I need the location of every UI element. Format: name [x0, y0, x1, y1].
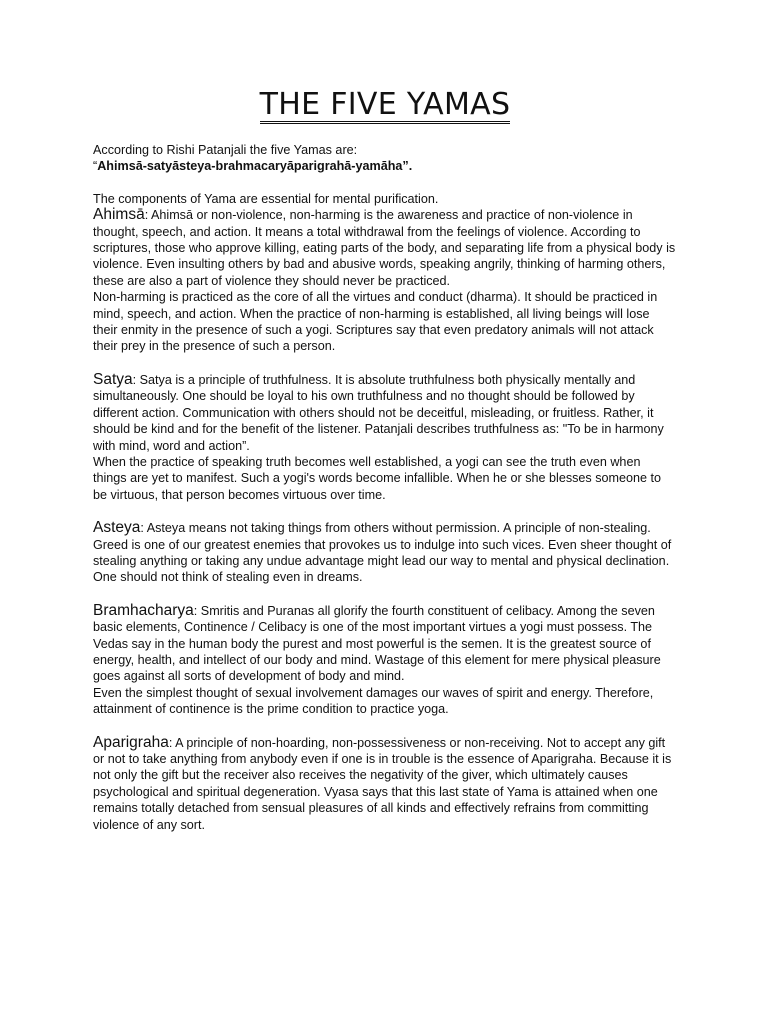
- mantra-quote-close: ”.: [402, 159, 413, 174]
- section-bramhacharya: [93, 603, 677, 718]
- section-satya-text-1: : Satya is a principle of truthfulness. It is absolute truthfulness both physically mentally and simultaneously. One should be loyal to his own truthfulness and no thought should be followed by different action. Communication with others should not be deceitful, misleading, or fruitless. Rather, it should be kind and for the benefit of the listener. Patanjali describes truthfulness as: "To be in harmony with mind, word and action”.: [93, 372, 664, 453]
- section-asteya-term: Asteya: [93, 519, 141, 537]
- section-aparigraha-para-1: [93, 735, 677, 833]
- section-ahimsa-term: Ahimsā: [93, 206, 145, 224]
- document-title: [93, 88, 677, 124]
- section-aparigraha: [93, 735, 677, 833]
- section-bramhacharya-term: Bramhacharya: [93, 601, 194, 619]
- section-bramhacharya-para-3: Even the simplest thought of sexual involvement damages our waves of spirit and energy. Therefore, attainment of continence is the prime condition to practice yoga.: [93, 685, 654, 717]
- document-title-text: THE FIVE YAMAS: [259, 87, 511, 122]
- mantra-quote-open: “: [93, 159, 98, 174]
- document-page: [93, 88, 677, 850]
- section-satya-term: Satya: [93, 370, 133, 388]
- section-bramhacharya-para-2: basic elements, Continence / Celibacy is one of the most important virtues a yogi must possess. The Vedas say in the human body the purest and most powerful is the semen. It is the greatest source of energy, health, and intellect of our body and mind. Wastage of this element for mere physical pleasure goes against all sorts of development of body and mind.: [93, 620, 661, 684]
- section-asteya-text-1: : Asteya means not taking things from others without permission. A principle of non-stealing.: [140, 521, 651, 536]
- section-asteya-para-1: [93, 520, 677, 536]
- section-bramhacharya-para-1: [93, 603, 677, 619]
- section-ahimsa: [93, 207, 677, 355]
- section-aparigraha-text-1: : A principle of non-hoarding, non-possessiveness or non-receiving. Not to accept any gift or not to take anything from anybody even if one is in trouble is the essence of Aparigraha. Because it is not only the gift but the receiver also receives the negativity of the giver, which ultimately causes psychological and spiritual degeneration. Vyasa says that this last state of Yama is attained when one remains totally detached from sensual pleasures of all kinds and effectively refrains from committing violence of any sort.: [93, 735, 672, 832]
- section-asteya-para-2: Greed is one of our greatest enemies that provokes us to indulge into such vices. Even sheer thought of stealing anything or taking any undue advantage might lead our way to mental and physical declination. One should not think of stealing even in dreams.: [93, 537, 672, 585]
- intro-block: [93, 142, 677, 175]
- components-line: The components of Yama are essential for mental purification.: [93, 191, 439, 206]
- section-bramhacharya-text-1: : Smritis and Puranas all glorify the fourth constituent of celibacy. Among the seven: [193, 603, 655, 618]
- section-aparigraha-term: Aparigraha: [93, 733, 169, 751]
- section-satya: [93, 372, 677, 503]
- mantra-text: Ahimsā-satyāsteya-brahmacaryāparigrahā-yamāha: [97, 159, 403, 174]
- section-asteya: [93, 520, 677, 586]
- section-satya-para-1: [93, 372, 677, 454]
- mantra-line: [93, 158, 677, 174]
- section-ahimsa-para-2: Non-harming is practiced as the core of all the virtues and conduct (dharma). It should be practiced in mind, speech, and action. When the practice of non-harming is established, all living beings will lose their enmity in the presence of such a yogi. Scriptures say that even predatory animals will not attack their prey in the presence of such a person.: [93, 290, 658, 354]
- section-satya-para-2: When the practice of speaking truth becomes well established, a yogi can see the truth even when things are yet to manifest. Such a yogi's words become infallible. When he or she blesses someone to be virtuous, that person becomes virtuous over time.: [93, 454, 662, 502]
- section-ahimsa-text-1: : Ahimsā or non-violence, non-harming is the awareness and practice of non-violence in thought, speech, and action. It means a total withdrawal from the feelings of violence. According to scriptures, those who approve killing, eating parts of the body, and separating life from a physical body is violence. Even insulting others by bad and abusive words, speaking angrily, thinking of harming others, these are also a part of violence they should never be practiced.: [93, 208, 676, 288]
- intro-line: According to Rishi Patanjali the five Yamas are:: [93, 143, 358, 157]
- section-ahimsa-para-1: [93, 207, 677, 289]
